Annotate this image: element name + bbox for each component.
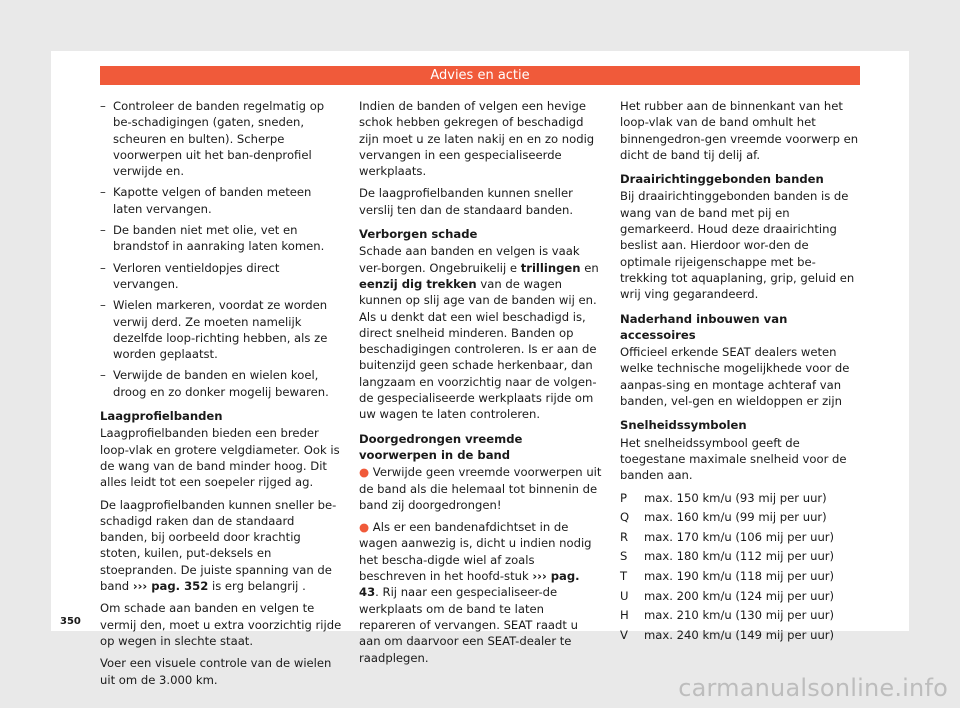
- heading-hidden-damage: Verborgen schade: [359, 227, 478, 242]
- speed-value: max. 240 km/u (149 mij per uur): [644, 627, 835, 642]
- speed-letter: T: [620, 568, 628, 583]
- speed-row: [620, 607, 862, 623]
- bullet-dash: –: [100, 298, 106, 313]
- speed-letter: H: [620, 608, 629, 623]
- bullet-dot-icon: ●: [359, 520, 370, 535]
- bullet-dash: –: [100, 99, 106, 113]
- speed-row: [620, 548, 862, 564]
- list-item: – Kapotte velgen of banden meteen laten vervangen.: [100, 185, 312, 216]
- paragraph: Laagprofielbanden bieden een breder loop-vlak en grotere velgdiameter. Ook is de wang van de band minder hoog. Dit alles leidt tot een soepeler rijged ag.: [100, 426, 340, 490]
- section-title: Advies en actie: [430, 68, 530, 83]
- speed-letter: R: [620, 529, 629, 544]
- list-item: – Verloren ventieldopjes direct vervangen.: [100, 260, 280, 291]
- paragraph: Indien de banden of velgen een hevige schok hebben gekregen of beschadigd zijn moet u ze laten nakij en en zo nodig vervangen in een gespecialiseerde werkplaats.: [359, 99, 595, 179]
- speed-letter: U: [620, 588, 629, 603]
- speed-row: [620, 490, 862, 506]
- bullet-dash: –: [100, 260, 106, 275]
- speed-value: max. 200 km/u (124 mij per uur): [644, 588, 835, 603]
- page-reference-link[interactable]: ››› pag. 352: [132, 579, 209, 594]
- bullet-dash: –: [100, 368, 106, 383]
- speed-value: max. 180 km/u (112 mij per uur): [644, 549, 835, 564]
- speed-value: max. 150 km/u (93 mij per uur): [644, 490, 827, 505]
- paragraph: Het snelheidssymbool geeft de toegestane maximale snelheid voor de banden aan.: [620, 435, 847, 483]
- watermark: carmanualsonline.info: [678, 674, 948, 702]
- list-item: – De banden niet met olie, vet en brandstof in aanraking laten komen.: [100, 223, 325, 254]
- paragraph: Officieel erkende SEAT dealers weten welke technische mogelijkhede voor de aanpas-sing en montage achteraf van banden, vel-gen en wieldoppen er zijn: [620, 345, 850, 409]
- list-item: ● Verwijde geen vreemde voorwerpen uit de band als die helemaal tot binnenin de band zij doorgedrongen!: [359, 465, 602, 512]
- bullet-dash: –: [100, 223, 106, 238]
- paragraph: Voer een visuele controle van de wielen uit om de 3.000 km.: [100, 656, 332, 687]
- bullet-dot-icon: ●: [359, 465, 370, 480]
- speed-value: max. 160 km/u (99 mij per uur): [644, 510, 827, 525]
- list-item: – Controleer de banden regelmatig op be-schadigingen (gaten, sneden, scheuren en bulten). Scherpe voorwerpen uit het ban-denprofiel verwijde en.: [100, 99, 325, 179]
- list-item: – Verwijde de banden en wielen koel, droog en zo donker mogelij bewaren.: [100, 368, 329, 399]
- speed-value: max. 210 km/u (130 mij per uur): [644, 608, 835, 623]
- heading-speed-symbols: Snelheidssymbolen: [620, 418, 747, 433]
- speed-value: max. 190 km/u (118 mij per uur): [644, 568, 835, 583]
- bullet-dash: –: [100, 185, 106, 200]
- column-1: [100, 98, 343, 694]
- speed-row: [620, 588, 862, 604]
- paragraph: Bij draairichtinggebonden banden is de wang van de band met pij en gemarkeerd. Houd deze draairichting beslist aan. Hierdoor wor-den de optimale rijeigenschappe met be-trekking tot aquaplaning, grip, geluid en wrij ving gegarandeerd.: [620, 189, 855, 302]
- heading-directional-tyres: Draairichtinggebonden banden: [620, 172, 824, 187]
- speed-letter: P: [620, 490, 627, 505]
- page-reference-link[interactable]: ››› pag. 43: [359, 569, 580, 600]
- speed-row: [620, 568, 862, 584]
- heading-accessories: Naderhand inbouwen van accessoires: [620, 311, 788, 342]
- heading-foreign-objects: Doorgedrongen vreemde voorwerpen in de band: [359, 431, 523, 462]
- speed-row: [620, 627, 862, 643]
- speed-letter: S: [620, 549, 628, 564]
- speed-letter: V: [620, 627, 628, 642]
- heading-low-profile: Laagprofielbanden: [100, 409, 223, 424]
- paragraph: De laagprofielbanden kunnen sneller be-schadigd raken dan de standaard banden, bij oorbeeld door krachtig stoten, kuilen, put-deksels en stoepranden. De juiste spanning van de band ››› pag. 352 is erg belangrij .: [100, 497, 337, 594]
- section-header: [100, 66, 860, 85]
- paragraph: Om schade aan banden en velgen te vermij den, moet u extra voorzichtig rijde op wegen in slechte staat.: [100, 601, 342, 648]
- paragraph: Schade aan banden en velgen is vaak ver-borgen. Ongebruikelij e trillingen en eenzij dig trekken van de wagen kunnen op slij age van de banden wij en. Als u denkt dat een wiel beschadigd is, direct snelheid minderen. Banden op beschadigingen controleren. Is er aan de buitenzijd geen schade herkenbaar, dan langzaam en voorzichtig naar de volgen-de gespecialiseerde werkplaats rijde om uw wagen te laten controleren.: [359, 244, 599, 422]
- page-number: 350: [60, 616, 81, 627]
- list-item: – Wielen markeren, voordat ze worden verwij derd. Ze moeten namelijk dezelfde loop-richting hebben, als ze worden geplaatst.: [100, 298, 328, 362]
- speed-value: max. 170 km/u (106 mij per uur): [644, 529, 835, 544]
- paragraph: De laagprofielbanden kunnen sneller verslij ten dan de standaard banden.: [359, 186, 574, 217]
- list-item: ● Als er een bandenafdichtset in de wagen aanwezig is, dicht u indien nodig het bescha-digde wiel af zoals beschreven in het hoofd-stuk ››› pag. 43. Rij naar een gespecialiseer-de werkplaats om de band te laten repareren of vervangen. SEAT raadt u aan om daarvoor een SEAT-dealer te raadplegen.: [359, 520, 592, 665]
- speed-letter: Q: [620, 510, 630, 525]
- speed-row: [620, 509, 862, 525]
- speed-row: [620, 529, 862, 545]
- column-3: [620, 98, 862, 646]
- column-2: [359, 98, 602, 672]
- paragraph: Het rubber aan de binnenkant van het loop-vlak van de band omhult het binnengedron-gen vreemde voorwerp en dicht de band tij delij af.: [620, 99, 859, 162]
